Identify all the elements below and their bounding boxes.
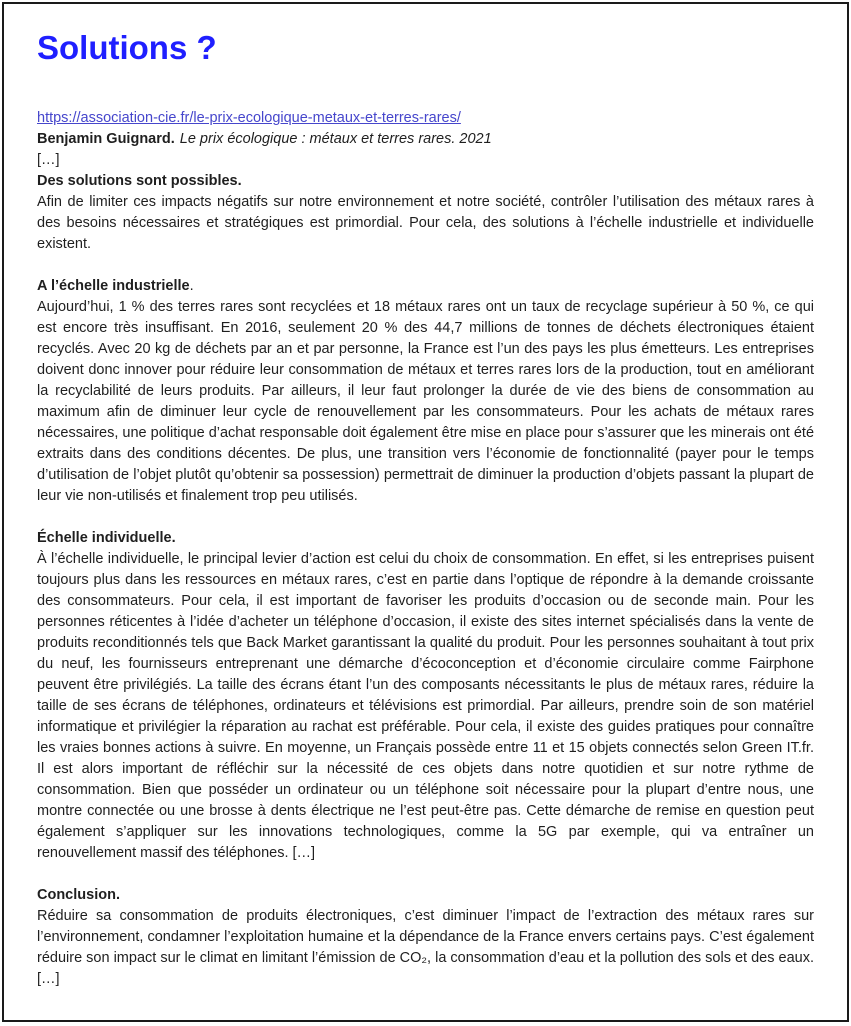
source-block xyxy=(37,108,814,171)
section-body: Aujourd’hui, 1 % des terres rares sont recyclées et 18 métaux rares ont un taux de recyclage supérieur à 50 %, ce qui est encore très insuffisant. En 2016, seulement 20 % des 44,7 millions de tonnes de déchets électroniques étaient recyclés. Avec 20 kg de déchets par an et par personne, la France est l’un des pays les plus émetteurs. Les entreprises doivent donc innover pour réduire leur consommation de métaux et terres rares lors de la production, tout en améliorant la recyclabilité de leurs produits. Par ailleurs, il leur faut prolonger la durée de vie des biens de consommation au maximum afin de diminuer leur cycle de renouvellement par les consommateurs. Pour les achats de métaux rares nécessaires, une politique d’achat responsable doit également être mise en place pour s’assurer que les minerais ont été extraits dans des conditions décentes. De plus, une transition vers l’économie de fonctionnalité (payer pour le temps d’utilisation de l’objet plutôt qu’obtenir sa possession) permettrait de diminuer la production d’objets passant la plupart de leur vie non-utilisés et finalement trop peu utilisés. xyxy=(37,299,815,504)
section-heading-suffix: . xyxy=(189,278,194,294)
ellipsis-marker: […] xyxy=(37,152,60,168)
section-body: Afin de limiter ces impacts négatifs sur notre environnement et notre société, contrôler l’utilisation des métaux rares à des besoins nécessaires et stratégiques est primordial. Pour cela, des solutions à l’échelle industrielle et individuelle existent. xyxy=(37,194,814,252)
source-link-line xyxy=(37,108,814,129)
source-link[interactable]: https://association-cie.fr/le-prix-ecologique-metaux-et-terres-rares/ xyxy=(37,110,461,126)
section-heading-text: Des solutions sont possibles. xyxy=(37,173,242,189)
citation-author: Benjamin Guignard. xyxy=(37,131,175,147)
section-heading xyxy=(37,171,814,192)
section-body: À l’échelle individuelle, le principal levier d’action est celui du choix de consommation. En effet, si les entreprises puisent toujours plus dans les ressources en métaux rares, c’est en partie dans l’optique de répondre à la demande croissante des consommateurs. Pour cela, il est important de favoriser les produits d’occasion ou de seconde main. Pour les personnes réticentes à l’idée d’acheter un téléphone d’occasion, il existe des sites internet spécialisés dans la vente de produits reconditionnés tels que Back Market garantissant la qualité du produit. Pour les personnes souhaitant à tout prix du neuf, les fournisseurs entreprenant une démarche d’écoconception et d’économie circulaire comme Fairphone peuvent être privilégiés. La taille des écrans étant l’un des composants nécessitants le plus de métaux rares, réduire la taille de ses écrans de téléphones, ordinateurs et télévisions est primordial. Par ailleurs, prendre soin de son matériel informatique et privilégier la réparation au rachat est préférable. Pour cela, il existe des guides pratiques pour connaître les vraies bonnes actions à suivre. En moyenne, un Français possède entre 11 et 15 objets connectés selon Green IT.fr. Il est alors important de réfléchir sur la nécessité de ces objets dans notre quotidien et sur notre rythme de consommation. Bien que posséder un ordinateur ou un téléphone soit nécessaire pour la plupart d’entre nous, une montre connectée ou une brosse à dents électrique ne l’est peut-être pas. Cette démarche de remise en question peut également s’appliquer sur les innovations technologiques, comme la 5G par exemple, qui va entraîner un renouvellement massif des téléphones. […] xyxy=(37,551,814,861)
section-heading xyxy=(37,885,814,906)
citation-line xyxy=(37,129,814,150)
page-title: Solutions ? xyxy=(37,29,217,66)
section-heading-text: A l’échelle industrielle xyxy=(37,278,190,294)
section-heading-text: Conclusion. xyxy=(37,887,120,903)
section-echelle-individuelle xyxy=(37,528,814,864)
section-echelle-industrielle xyxy=(37,276,814,507)
section-solutions-possibles xyxy=(37,171,814,255)
section-heading xyxy=(37,528,814,549)
citation-work: Le prix écologique : métaux et terres rares. 2021 xyxy=(179,131,492,147)
section-heading xyxy=(37,276,814,297)
document-page xyxy=(2,2,849,1022)
section-heading-text: Échelle individuelle. xyxy=(37,530,176,546)
section-conclusion xyxy=(37,885,814,990)
section-body: Réduire sa consommation de produits électroniques, c’est diminuer l’impact de l’extraction des métaux rares sur l’environnement, condamner l’exploitation humaine et la dépendance de la France envers certains pays. C’est également réduire son impact sur le climat en limitant l’émission de CO₂, la consommation d’eau et la pollution des sols et des eaux. […] xyxy=(37,908,814,987)
